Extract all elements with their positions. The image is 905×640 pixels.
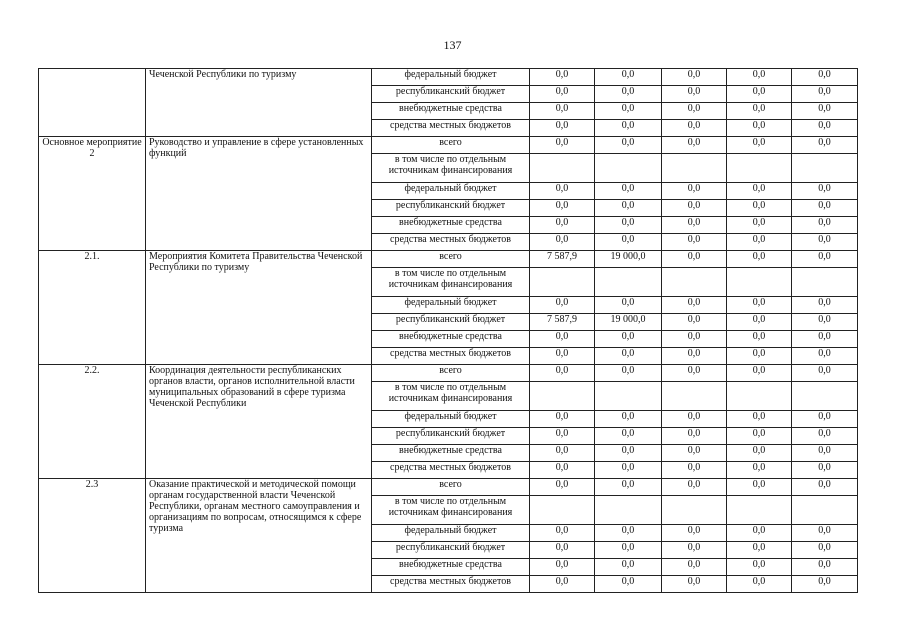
amount-cell: 0,0 — [530, 69, 595, 86]
funding-source: федеральный бюджет — [372, 411, 530, 428]
amount-cell: 0,0 — [727, 234, 792, 251]
amount-cell: 0,0 — [792, 428, 858, 445]
amount-cell: 0,0 — [727, 297, 792, 314]
amount-cell: 0,0 — [662, 411, 727, 428]
amount-cell: 0,0 — [662, 234, 727, 251]
amount-cell: 0,0 — [530, 137, 595, 154]
amount-cell: 0,0 — [595, 120, 662, 137]
amount-cell — [727, 154, 792, 183]
amount-cell — [792, 268, 858, 297]
amount-cell: 0,0 — [662, 428, 727, 445]
event-name: Координация деятельности республиканских органов власти, органов исполнительной власти муниципальных образований в сфере туризма Чеченской Республики — [146, 365, 372, 479]
amount-cell: 0,0 — [662, 576, 727, 593]
amount-cell: 0,0 — [595, 559, 662, 576]
amount-cell: 0,0 — [792, 331, 858, 348]
amount-cell: 0,0 — [792, 183, 858, 200]
amount-cell — [662, 382, 727, 411]
amount-cell: 0,0 — [530, 462, 595, 479]
funding-source: республиканский бюджет — [372, 86, 530, 103]
amount-cell: 0,0 — [662, 120, 727, 137]
amount-cell: 0,0 — [662, 314, 727, 331]
amount-cell: 0,0 — [530, 217, 595, 234]
amount-cell: 0,0 — [662, 479, 727, 496]
amount-cell: 0,0 — [792, 445, 858, 462]
amount-cell: 0,0 — [727, 365, 792, 382]
amount-cell: 0,0 — [727, 331, 792, 348]
amount-cell: 0,0 — [662, 525, 727, 542]
event-name: Руководство и управление в сфере установленных функций — [146, 137, 372, 251]
amount-cell: 0,0 — [530, 479, 595, 496]
funding-source: республиканский бюджет — [372, 542, 530, 559]
amount-cell: 0,0 — [662, 137, 727, 154]
amount-cell: 0,0 — [595, 576, 662, 593]
amount-cell: 0,0 — [595, 525, 662, 542]
amount-cell: 0,0 — [595, 217, 662, 234]
funding-source: в том числе по отдельным источникам финансирования — [372, 496, 530, 525]
amount-cell: 0,0 — [727, 251, 792, 268]
amount-cell: 0,0 — [727, 120, 792, 137]
amount-cell: 0,0 — [727, 314, 792, 331]
amount-cell: 0,0 — [792, 314, 858, 331]
amount-cell: 0,0 — [530, 103, 595, 120]
funding-source: республиканский бюджет — [372, 200, 530, 217]
funding-source: средства местных бюджетов — [372, 348, 530, 365]
amount-cell: 0,0 — [792, 411, 858, 428]
amount-cell: 0,0 — [792, 559, 858, 576]
amount-cell: 0,0 — [727, 86, 792, 103]
funding-source: внебюджетные средства — [372, 445, 530, 462]
funding-source: в том числе по отдельным источникам финансирования — [372, 268, 530, 297]
page-number: 137 — [443, 38, 462, 52]
amount-cell: 0,0 — [727, 542, 792, 559]
funding-source: внебюджетные средства — [372, 331, 530, 348]
amount-cell: 0,0 — [727, 428, 792, 445]
amount-cell: 0,0 — [727, 137, 792, 154]
funding-source: внебюджетные средства — [372, 103, 530, 120]
event-code: 2.3 — [39, 479, 146, 593]
funding-source: средства местных бюджетов — [372, 120, 530, 137]
amount-cell: 0,0 — [727, 69, 792, 86]
amount-cell: 0,0 — [530, 297, 595, 314]
amount-cell: 0,0 — [595, 137, 662, 154]
funding-source: республиканский бюджет — [372, 428, 530, 445]
budget-table — [38, 68, 858, 593]
amount-cell — [792, 154, 858, 183]
amount-cell: 0,0 — [727, 559, 792, 576]
amount-cell — [530, 496, 595, 525]
event-code: Основное мероприятие 2 — [39, 137, 146, 251]
amount-cell: 0,0 — [530, 559, 595, 576]
table-row — [39, 251, 858, 268]
amount-cell — [662, 154, 727, 183]
amount-cell: 0,0 — [530, 348, 595, 365]
amount-cell — [530, 154, 595, 183]
funding-source: всего — [372, 479, 530, 496]
amount-cell: 0,0 — [595, 103, 662, 120]
amount-cell: 0,0 — [595, 479, 662, 496]
amount-cell: 0,0 — [792, 69, 858, 86]
amount-cell: 0,0 — [662, 348, 727, 365]
budget-table-body — [39, 69, 858, 593]
table-row — [39, 365, 858, 382]
funding-source: в том числе по отдельным источникам финансирования — [372, 382, 530, 411]
funding-source: всего — [372, 365, 530, 382]
amount-cell: 0,0 — [662, 86, 727, 103]
amount-cell: 0,0 — [530, 542, 595, 559]
amount-cell: 0,0 — [792, 103, 858, 120]
funding-source: средства местных бюджетов — [372, 576, 530, 593]
amount-cell: 0,0 — [595, 69, 662, 86]
amount-cell: 0,0 — [530, 234, 595, 251]
funding-source: внебюджетные средства — [372, 217, 530, 234]
amount-cell: 0,0 — [595, 183, 662, 200]
amount-cell: 0,0 — [530, 445, 595, 462]
amount-cell: 0,0 — [662, 200, 727, 217]
amount-cell: 0,0 — [662, 365, 727, 382]
amount-cell — [727, 268, 792, 297]
table-row — [39, 479, 858, 496]
amount-cell — [595, 496, 662, 525]
amount-cell: 0,0 — [662, 297, 727, 314]
amount-cell: 0,0 — [595, 428, 662, 445]
amount-cell: 0,0 — [530, 411, 595, 428]
amount-cell: 0,0 — [530, 365, 595, 382]
amount-cell — [792, 496, 858, 525]
amount-cell: 0,0 — [530, 86, 595, 103]
amount-cell — [595, 382, 662, 411]
amount-cell: 0,0 — [727, 576, 792, 593]
amount-cell: 0,0 — [792, 365, 858, 382]
table-row — [39, 137, 858, 154]
amount-cell: 0,0 — [530, 576, 595, 593]
funding-source: федеральный бюджет — [372, 183, 530, 200]
amount-cell — [727, 382, 792, 411]
amount-cell: 0,0 — [595, 365, 662, 382]
event-name: Чеченской Республики по туризму — [146, 69, 372, 137]
amount-cell — [662, 268, 727, 297]
amount-cell: 0,0 — [662, 542, 727, 559]
amount-cell: 0,0 — [662, 103, 727, 120]
amount-cell: 0,0 — [792, 86, 858, 103]
funding-source: средства местных бюджетов — [372, 462, 530, 479]
amount-cell: 0,0 — [530, 200, 595, 217]
funding-source: федеральный бюджет — [372, 525, 530, 542]
amount-cell: 0,0 — [792, 234, 858, 251]
amount-cell: 19 000,0 — [595, 314, 662, 331]
event-code: 2.1. — [39, 251, 146, 365]
amount-cell: 0,0 — [662, 462, 727, 479]
amount-cell: 0,0 — [792, 576, 858, 593]
amount-cell — [662, 496, 727, 525]
amount-cell: 0,0 — [792, 479, 858, 496]
amount-cell: 0,0 — [595, 86, 662, 103]
amount-cell: 0,0 — [595, 297, 662, 314]
amount-cell: 0,0 — [595, 348, 662, 365]
amount-cell: 0,0 — [792, 137, 858, 154]
amount-cell: 0,0 — [662, 559, 727, 576]
amount-cell: 0,0 — [792, 462, 858, 479]
amount-cell — [595, 268, 662, 297]
amount-cell — [530, 382, 595, 411]
funding-source: всего — [372, 137, 530, 154]
amount-cell: 0,0 — [595, 542, 662, 559]
amount-cell: 0,0 — [595, 200, 662, 217]
amount-cell: 0,0 — [662, 331, 727, 348]
amount-cell: 0,0 — [530, 525, 595, 542]
funding-source: республиканский бюджет — [372, 314, 530, 331]
amount-cell: 0,0 — [727, 200, 792, 217]
amount-cell: 7 587,9 — [530, 251, 595, 268]
amount-cell: 0,0 — [727, 445, 792, 462]
amount-cell: 0,0 — [727, 103, 792, 120]
amount-cell: 0,0 — [530, 428, 595, 445]
amount-cell: 0,0 — [792, 120, 858, 137]
amount-cell: 0,0 — [595, 462, 662, 479]
amount-cell: 0,0 — [727, 217, 792, 234]
amount-cell — [595, 154, 662, 183]
amount-cell: 0,0 — [595, 234, 662, 251]
amount-cell: 7 587,9 — [530, 314, 595, 331]
funding-source: федеральный бюджет — [372, 69, 530, 86]
amount-cell: 0,0 — [595, 331, 662, 348]
event-name: Мероприятия Комитета Правительства Чеченской Республики по туризму — [146, 251, 372, 365]
amount-cell: 0,0 — [792, 251, 858, 268]
amount-cell: 0,0 — [727, 183, 792, 200]
table-row — [39, 69, 858, 86]
amount-cell: 0,0 — [727, 411, 792, 428]
amount-cell: 0,0 — [662, 183, 727, 200]
funding-source: внебюджетные средства — [372, 559, 530, 576]
amount-cell: 0,0 — [662, 69, 727, 86]
amount-cell: 0,0 — [792, 200, 858, 217]
amount-cell: 0,0 — [792, 348, 858, 365]
amount-cell: 0,0 — [792, 525, 858, 542]
amount-cell: 19 000,0 — [595, 251, 662, 268]
amount-cell: 0,0 — [792, 542, 858, 559]
amount-cell: 0,0 — [792, 297, 858, 314]
event-code — [39, 69, 146, 137]
amount-cell: 0,0 — [530, 331, 595, 348]
amount-cell: 0,0 — [530, 120, 595, 137]
funding-source: федеральный бюджет — [372, 297, 530, 314]
amount-cell — [792, 382, 858, 411]
amount-cell — [530, 268, 595, 297]
amount-cell: 0,0 — [727, 525, 792, 542]
amount-cell: 0,0 — [662, 445, 727, 462]
funding-source: всего — [372, 251, 530, 268]
amount-cell: 0,0 — [595, 445, 662, 462]
amount-cell: 0,0 — [727, 348, 792, 365]
funding-source: в том числе по отдельным источникам финансирования — [372, 154, 530, 183]
event-code: 2.2. — [39, 365, 146, 479]
amount-cell: 0,0 — [792, 217, 858, 234]
amount-cell: 0,0 — [662, 251, 727, 268]
amount-cell: 0,0 — [530, 183, 595, 200]
amount-cell: 0,0 — [727, 462, 792, 479]
amount-cell: 0,0 — [662, 217, 727, 234]
amount-cell: 0,0 — [595, 411, 662, 428]
event-name: Оказание практической и методической помощи органам государственной власти Чеченской Республики, органам местного самоуправления и организациям по вопросам, относящимся к сфере туризма — [146, 479, 372, 593]
amount-cell: 0,0 — [727, 479, 792, 496]
funding-source: средства местных бюджетов — [372, 234, 530, 251]
amount-cell — [727, 496, 792, 525]
